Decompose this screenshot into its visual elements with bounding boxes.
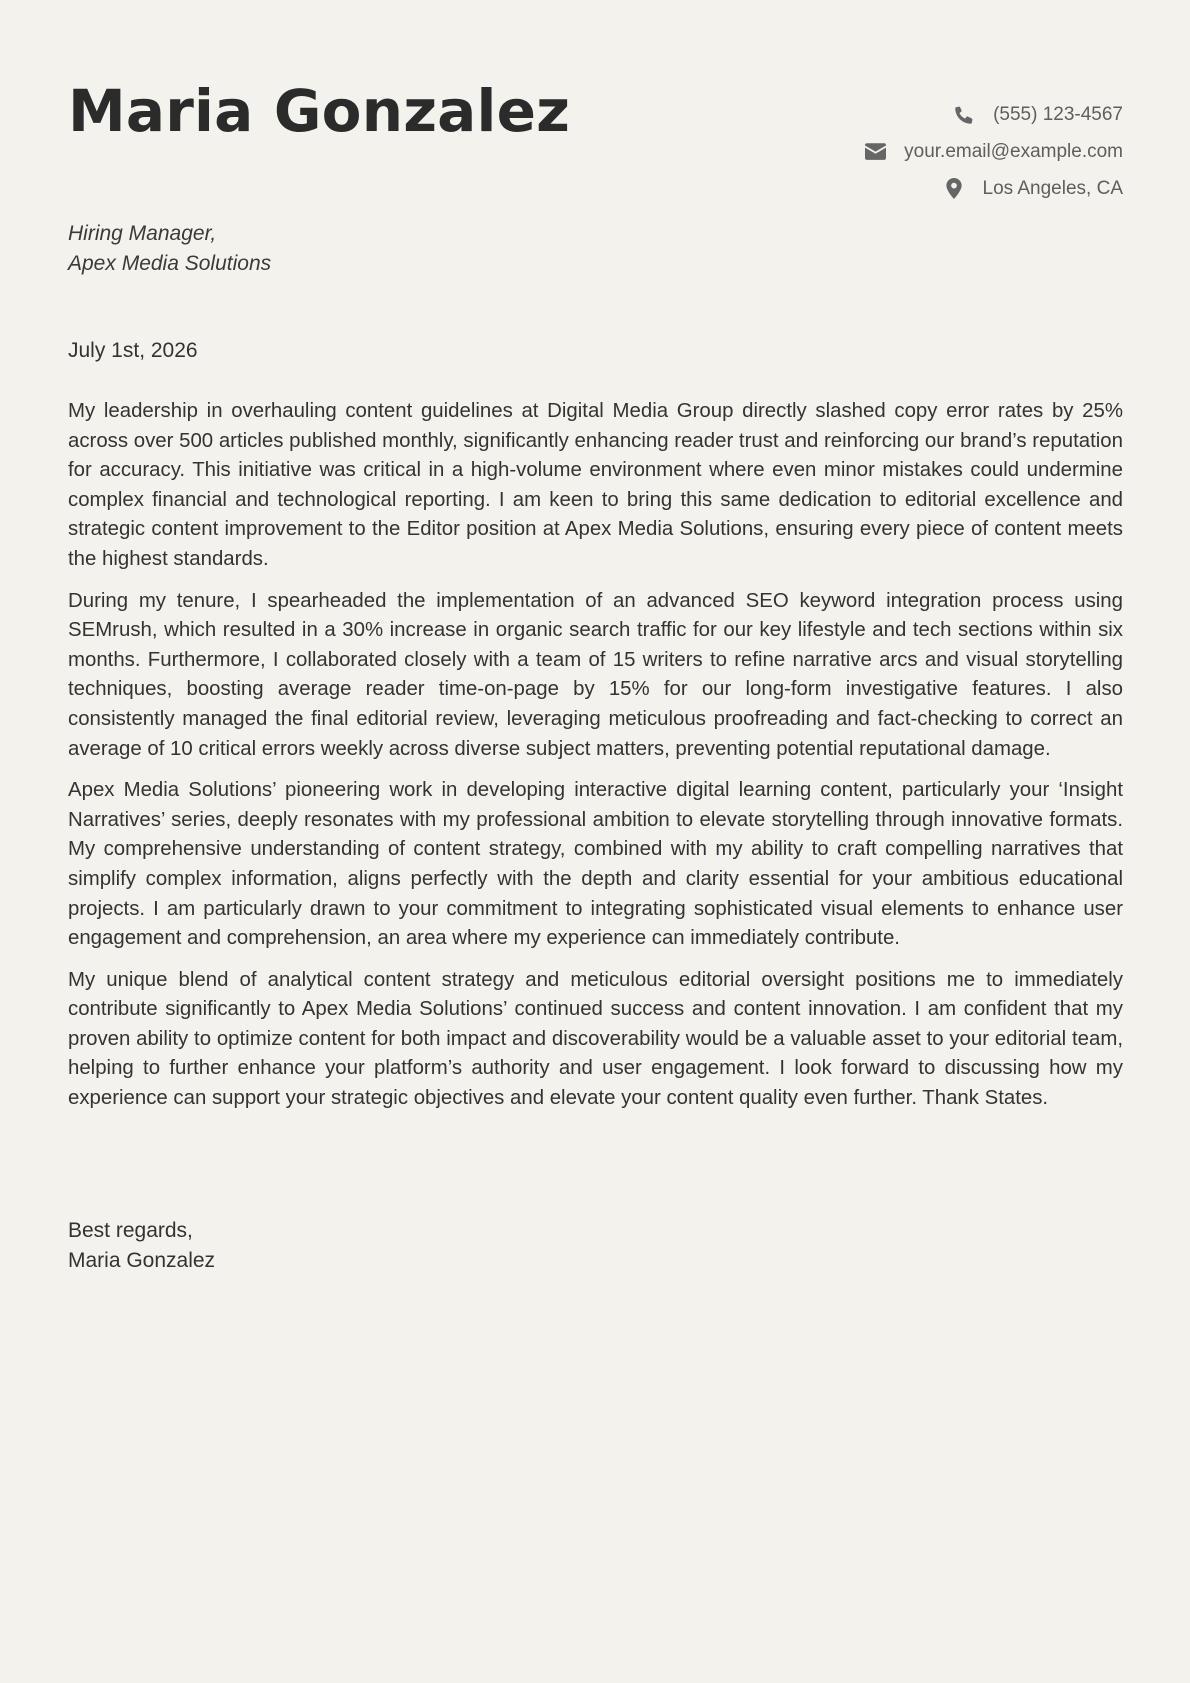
envelope-icon: [864, 141, 886, 163]
contact-location: [943, 170, 1123, 207]
closing-salutation: Best regards,: [68, 1219, 193, 1242]
body-paragraph: Apex Media Solutions’ pioneering work in developing interactive digital learning content, particularly your ‘Insight Narratives’ series, deeply resonates with my professional ambition to elevate storytelling through innovative formats. My comprehensive understanding of content strategy, combined with my ability to craft compelling narratives that simplify complex information, aligns perfectly with the depth and clarity essential for your ambitious educational projects. I am particularly drawn to your commitment to integrating sophisticated visual elements to enhance user engagement and comprehension, an area where my experience can immediately contribute.: [68, 779, 1123, 950]
letter-body: [68, 397, 1123, 1126]
body-paragraph: During my tenure, I spearheaded the implementation of an advanced SEO keyword integration process using SEMrush, which resulted in a 30% increase in organic search traffic for our key lifestyle and tech sections within six months. Furthermore, I collaborated closely with a team of 15 writers to refine narrative arcs and visual storytelling techniques, boosting average reader time-on-page by 15% for our long-form investigative features. I also consistently managed the final editorial review, leveraging meticulous proofreading and fact-checking to correct an average of 10 critical errors weekly across diverse subject matters, preventing potential reputational damage.: [68, 589, 1123, 760]
letter-closing: [68, 1216, 215, 1275]
body-paragraph: My unique blend of analytical content strategy and meticulous editorial oversight positions me to immediately contribute significantly to Apex Media Solutions’ continued success and content innovation. I am confident that my proven ability to optimize content for both impact and discoverability would be a valuable asset to your editorial team, helping to further enhance your platform’s authority and user engagement. I look forward to discussing how my experience can support your strategic objectives and elevate your content quality even further. Thank States.: [68, 968, 1123, 1110]
map-marker-icon: [943, 178, 965, 200]
recipient-block: [68, 219, 271, 279]
recipient-company: Apex Media Solutions: [68, 252, 272, 275]
letter-date: July 1st, 2026: [68, 339, 198, 362]
recipient-title: Hiring Manager,: [68, 222, 217, 245]
applicant-name: Maria Gonzalez: [68, 77, 571, 145]
phone-icon: [953, 104, 975, 126]
contact-email: [864, 133, 1123, 170]
email-value: your.email@example.com: [904, 140, 1123, 162]
body-paragraph: My leadership in overhauling content guidelines at Digital Media Group directly slashed copy error rates by 25% across over 500 articles published monthly, significantly enhancing reader trust and reinforcing our brand’s reputation for accuracy. This initiative was critical in a high-volume environment where even minor mistakes could undermine complex financial and technological reporting. I am keen to bring this same dedication to editorial excellence and strategic content improvement to the Editor position at Apex Media Solutions, ensuring every piece of content meets the highest standards.: [68, 400, 1123, 570]
closing-signature: Maria Gonzalez: [68, 1248, 216, 1272]
cover-letter-page: [68, 0, 1123, 1683]
letter-header: [68, 0, 1123, 210]
location-value: Los Angeles, CA: [982, 177, 1123, 199]
contact-info: [864, 96, 1123, 207]
phone-value: (555) 123-4567: [993, 103, 1123, 125]
contact-phone: [953, 96, 1123, 133]
